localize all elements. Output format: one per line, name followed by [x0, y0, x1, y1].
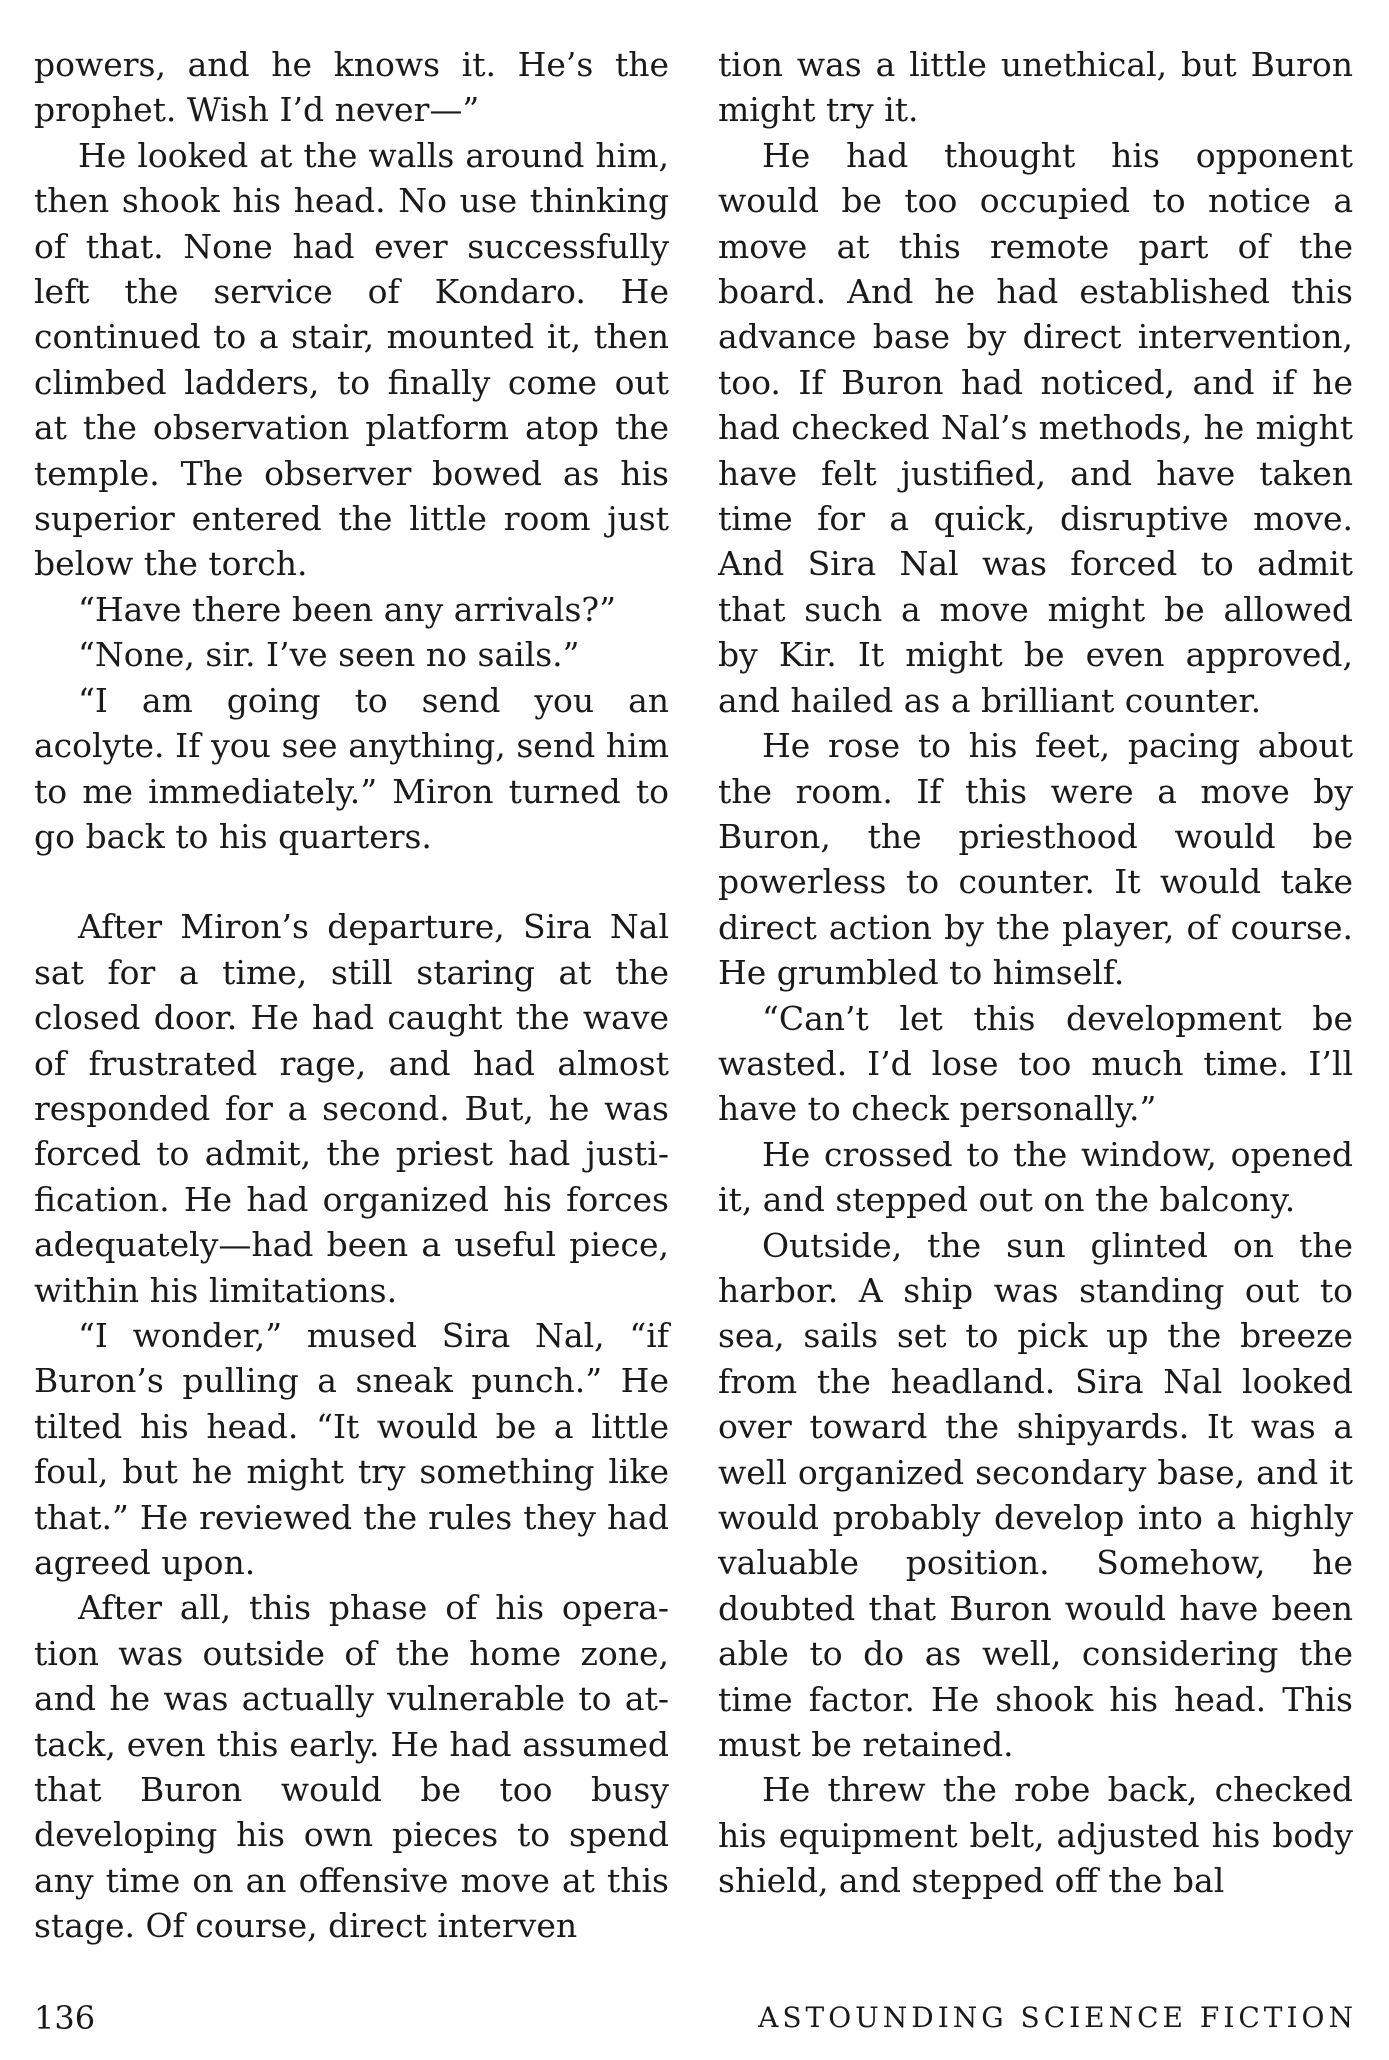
paragraph: tion was a little unethical, but Buron might try it.: [718, 45, 1353, 130]
paragraph: He had thought his opponent would be too occupied to notice a move at this remote part of the board. And he had established this advance base by direct intervention, too. If Buron had noticed, and if he had checked Nal’s methods, he might have felt justified, and have taken time for a quick, disruptive move. And Sira Nal was forced to admit that such a move might be allowed by Kir. It might be even approved, and hailed as a brilliant counter.: [718, 135, 1353, 720]
paragraph: He rose to his feet, pacing about the room. If this were a move by Buron, the priesthood would be powerless to counter. It would take direct action by the player, of course. He grumbled to himself.: [718, 726, 1353, 993]
paragraph: After all, this phase of his operation was outside of the home zone, and he was actually vulnerable to attack, even this early. He had assumed that Buron would be too busy developing his own pieces to spend any time on an offensive move at this stage. Of course, direct interven: [34, 1588, 669, 1946]
paragraph: After Miron’s departure, Sira Nal sat for a time, still staring at the closed door. He had caught the wave of frustrated rage, and had almost responded for a second. But, he was forced to admit, the priest had justification. He had organized his forces adequately—had been a useful piece, within his limitations.: [34, 907, 669, 1310]
paragraph: He threw the robe back, checked his equipment belt, adjusted his body shield, and stepped off the bal: [718, 1770, 1353, 1901]
paragraph: Outside, the sun glinted on the harbor. A ship was standing out to sea, sails set to pick up the breeze from the headland. Sira Nal looked over toward the shipyards. It was a well organized secondary base, and it would probably develop into a highly valuable position. Somehow, he doubted that Buron would have been able to do as well, considering the time factor. He shook his head. This must be retained.: [718, 1225, 1353, 1765]
paragraph: He crossed to the window, opened it, and stepped out on the balcony.: [718, 1134, 1353, 1220]
left-text-column: [34, 42, 669, 1949]
paragraph: He looked at the walls around him, then shook his head. No use thinking of that. None had ever successfully left the service of Kondaro. He continued to a stair, mounted it, then climbed ladders, to finally come out at the observation platform atop the temple. The observer bowed as his superior entered the little room just below the torch.: [34, 135, 669, 584]
paragraph: “I am going to send you an acolyte. If you see anything, send him to me immediately.” Miron turned to go back to his quarters.: [34, 680, 669, 856]
running-title: ASTOUNDING SCIENCE FICTION: [758, 2001, 1357, 2034]
paragraph: “None, sir. I’ve seen no sails.”: [78, 635, 580, 675]
paragraph: “Can’t let this development be wasted. I’d lose too much time. I’ll have to check personally.”: [718, 998, 1353, 1129]
paragraph: “Have there been any arrivals?”: [78, 589, 616, 629]
paragraph: powers, and he knows it. He’s the prophet. Wish I’d never—”: [34, 45, 669, 130]
right-text-column: [718, 42, 1353, 1904]
paragraph: “I wonder,” mused Sira Nal, “if Buron’s pulling a sneak punch.” He tilted his head. “It would be a little foul, but he might try something like that.” He reviewed the rules they had agreed upon.: [34, 1315, 669, 1582]
page-number: 136: [34, 1999, 96, 2037]
